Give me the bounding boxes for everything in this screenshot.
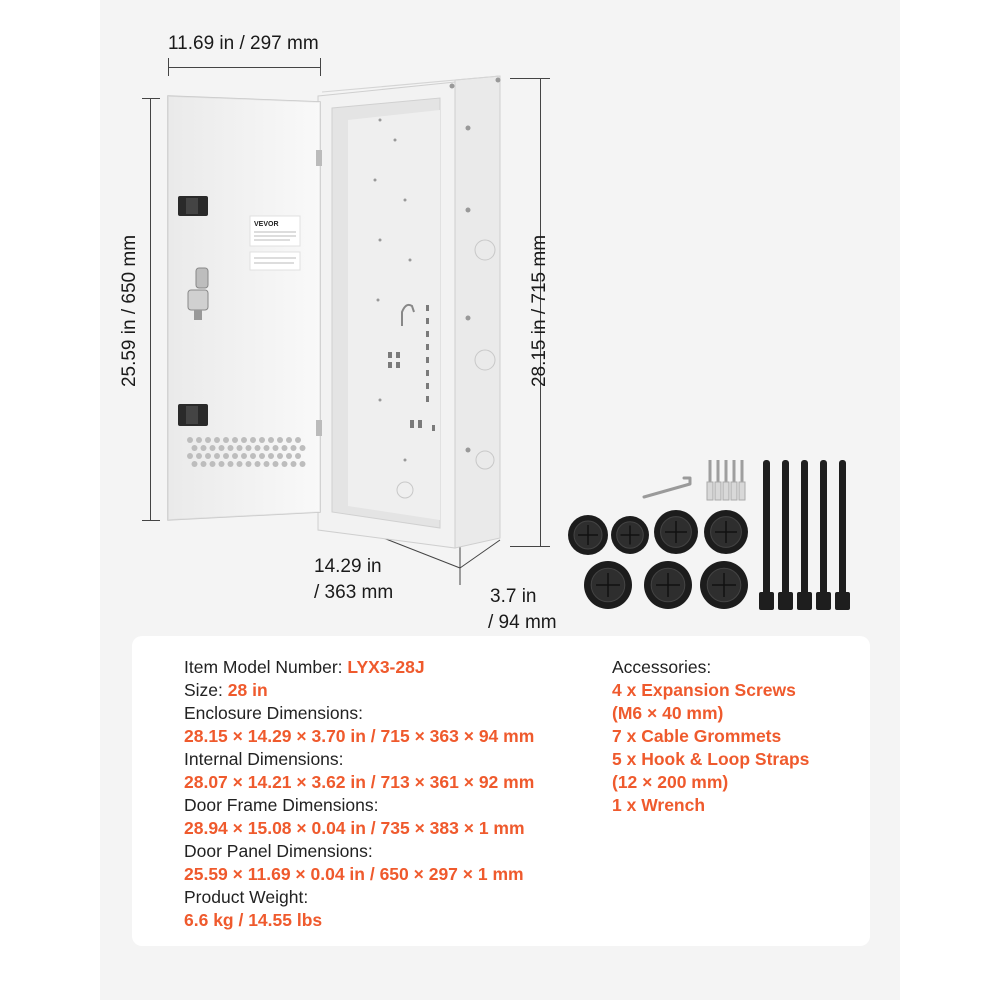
accessory-item: 1 x Wrench bbox=[612, 795, 706, 815]
accessory-item: (M6 × 40 mm) bbox=[612, 703, 724, 723]
spec-size-label: Size: bbox=[184, 680, 228, 700]
spec-model-value: LYX3-28J bbox=[347, 657, 425, 677]
spec-door-panel-label: Door Panel Dimensions: bbox=[184, 841, 373, 861]
specs-list bbox=[184, 656, 534, 932]
box-height-label: 28.15 in / 715 mm bbox=[529, 234, 550, 388]
box-depth-label-line2: / 94 mm bbox=[488, 612, 557, 633]
spec-weight-value: 6.6 kg / 14.55 lbs bbox=[184, 910, 323, 930]
door-width-label: 11.69 in / 297 mm bbox=[168, 33, 319, 54]
spec-model bbox=[184, 656, 534, 679]
spec-door-frame-value: 28.94 × 15.08 × 0.04 in / 735 × 383 × 1 mm bbox=[184, 818, 525, 838]
spec-size-value: 28 in bbox=[227, 680, 268, 700]
box-depth-label-line1: 3.7 in bbox=[490, 586, 537, 607]
label-sticker-brand: VEVOR bbox=[254, 221, 279, 228]
spec-weight-label: Product Weight: bbox=[184, 887, 309, 907]
door-height-label: 25.59 in / 650 mm bbox=[119, 234, 140, 388]
spec-model-label: Item Model Number: bbox=[184, 657, 348, 677]
box-width-label-line1: 14.29 in bbox=[314, 556, 382, 577]
accessory-item: 5 x Hook & Loop Straps bbox=[612, 749, 810, 769]
spec-size bbox=[184, 679, 534, 702]
spec-internal-label: Internal Dimensions: bbox=[184, 749, 344, 769]
spec-enclosure-label: Enclosure Dimensions: bbox=[184, 703, 363, 723]
spec-door-panel-value: 25.59 × 11.69 × 0.04 in / 650 × 297 × 1 mm bbox=[184, 864, 524, 884]
accessories-title: Accessories: bbox=[612, 657, 712, 677]
spec-door-frame-label: Door Frame Dimensions: bbox=[184, 795, 379, 815]
accessories-list bbox=[612, 656, 809, 817]
box-width-label-line2: / 363 mm bbox=[314, 582, 394, 603]
accessory-item: (12 × 200 mm) bbox=[612, 772, 729, 792]
spec-internal-value: 28.07 × 14.21 × 3.62 in / 713 × 361 × 92 mm bbox=[184, 772, 535, 792]
accessory-item: 4 x Expansion Screws bbox=[612, 680, 796, 700]
spec-enclosure-value: 28.15 × 14.29 × 3.70 in / 715 × 363 × 94 mm bbox=[184, 726, 535, 746]
accessory-item: 7 x Cable Grommets bbox=[612, 726, 782, 746]
